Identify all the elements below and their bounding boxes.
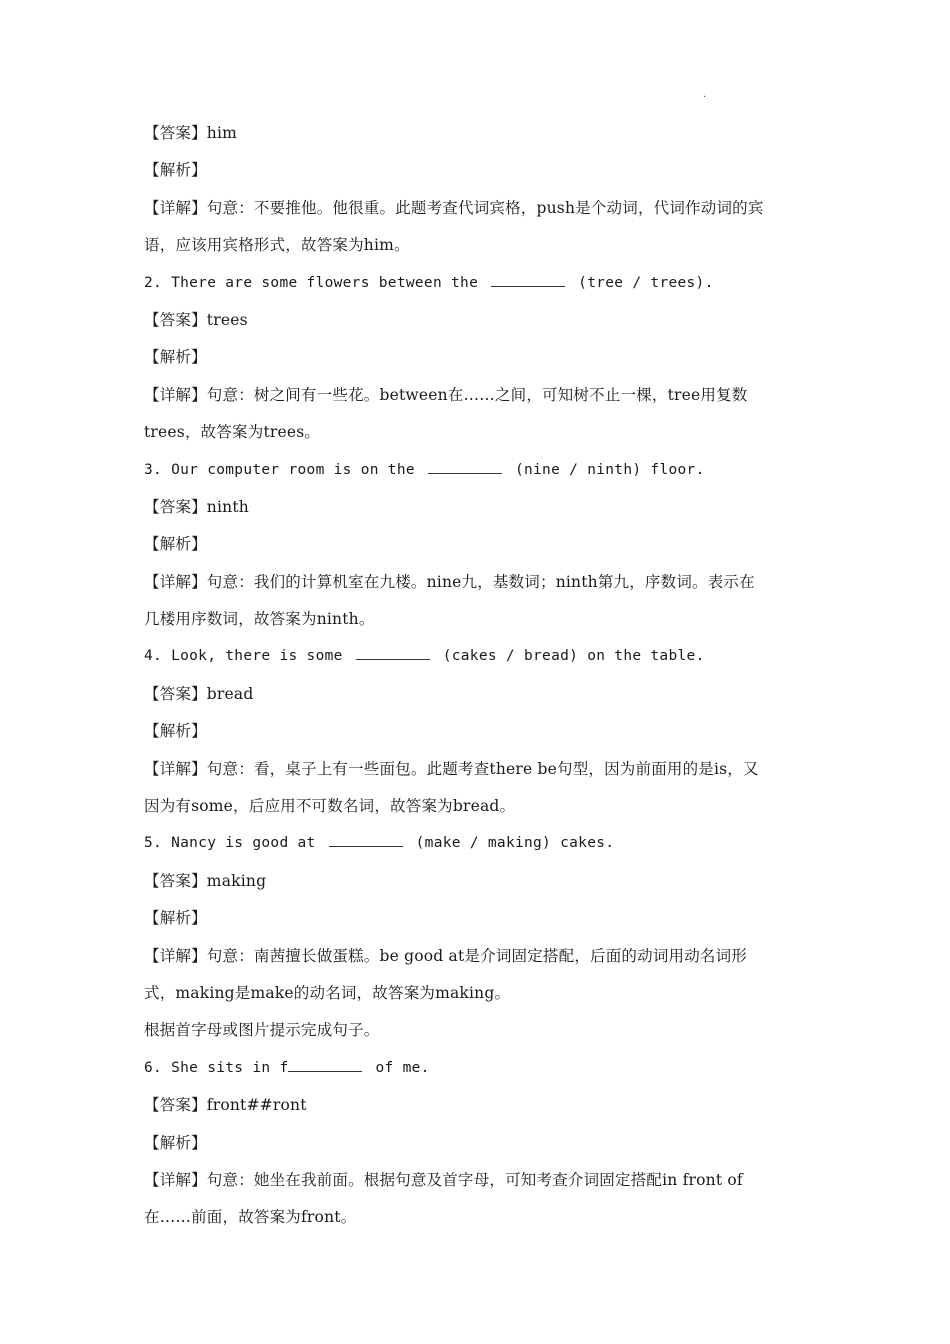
analysis-label: 【解析】 bbox=[144, 348, 207, 367]
detail-line: 【详解】句意：看，桌子上有一些面包。此题考查there be句型，因为前面用的是is，又 bbox=[144, 759, 759, 778]
question-text: (nine / ninth) floor. bbox=[514, 461, 705, 478]
detail-line: 因为有some，后应用不可数名词，故答案为bread。 bbox=[144, 797, 516, 816]
detail-line: 在……前面，故答案为front。 bbox=[144, 1208, 357, 1227]
answer-line: 【答案】him bbox=[144, 124, 238, 142]
answer-blank bbox=[428, 459, 502, 474]
detail-line: 【详解】句意：南茜擅长做蛋糕。be good at是介词固定搭配，后面的动词用动名词形 bbox=[144, 946, 748, 965]
header-mark: · bbox=[703, 92, 707, 103]
detail-line: 【详解】句意：她坐在我前面。根据句意及首字母，可知考查介词固定搭配in front of bbox=[144, 1170, 743, 1189]
question-text: (make / making) cakes. bbox=[415, 835, 615, 852]
question-5 bbox=[144, 825, 824, 862]
answer-blank bbox=[491, 272, 565, 287]
question-text: 5. Nancy is good at bbox=[144, 835, 316, 852]
question-text: of me. bbox=[375, 1059, 430, 1076]
answer-line: 【答案】trees bbox=[144, 310, 248, 329]
answer-line: 【答案】making bbox=[144, 871, 267, 890]
analysis-label: 【解析】 bbox=[144, 909, 207, 928]
analysis-label: 【解析】 bbox=[144, 535, 207, 554]
question-text: 6. She sits in f bbox=[144, 1059, 289, 1076]
section-title: 根据首字母或图片提示完成句子。 bbox=[144, 1021, 380, 1040]
detail-line: 【详解】句意：我们的计算机室在九楼。nine九，基数词；ninth第九，序数词。表示在 bbox=[144, 572, 755, 591]
detail-line: trees，故答案为trees。 bbox=[144, 423, 321, 442]
detail-line: 【详解】句意：不要推他。他很重。此题考查代词宾格，push是个动词，代词作动词的宾 bbox=[144, 198, 764, 217]
question-2 bbox=[144, 265, 824, 302]
analysis-label: 【解析】 bbox=[144, 161, 207, 180]
question-text: (tree / trees). bbox=[578, 274, 714, 291]
question-text: 3. Our computer room is on the bbox=[144, 461, 415, 478]
answer-line: 【答案】bread bbox=[144, 684, 254, 703]
question-text: (cakes / bread) on the table. bbox=[442, 648, 705, 665]
detail-line: 式，making是make的动名词，故答案为making。 bbox=[144, 983, 511, 1002]
question-4 bbox=[144, 638, 824, 675]
question-text: 4. Look, there is some bbox=[144, 648, 343, 665]
detail-line: 语，应该用宾格形式，故答案为him。 bbox=[144, 236, 410, 255]
question-text: 2. There are some flowers between the bbox=[144, 274, 479, 291]
answer-line: 【答案】ninth bbox=[144, 497, 249, 516]
answer-blank bbox=[356, 645, 430, 660]
question-6 bbox=[144, 1050, 824, 1087]
answer-line: 【答案】front##ront bbox=[144, 1096, 307, 1115]
question-3 bbox=[144, 452, 824, 489]
analysis-label: 【解析】 bbox=[144, 722, 207, 741]
document-content bbox=[144, 115, 824, 1237]
analysis-label: 【解析】 bbox=[144, 1133, 207, 1152]
answer-blank bbox=[288, 1057, 362, 1072]
answer-blank bbox=[329, 832, 403, 847]
detail-line: 【详解】句意：树之间有一些花。between在……之间，可知树不止一棵，tree用复数 bbox=[144, 385, 748, 404]
detail-line: 几楼用序数词，故答案为ninth。 bbox=[144, 610, 375, 629]
